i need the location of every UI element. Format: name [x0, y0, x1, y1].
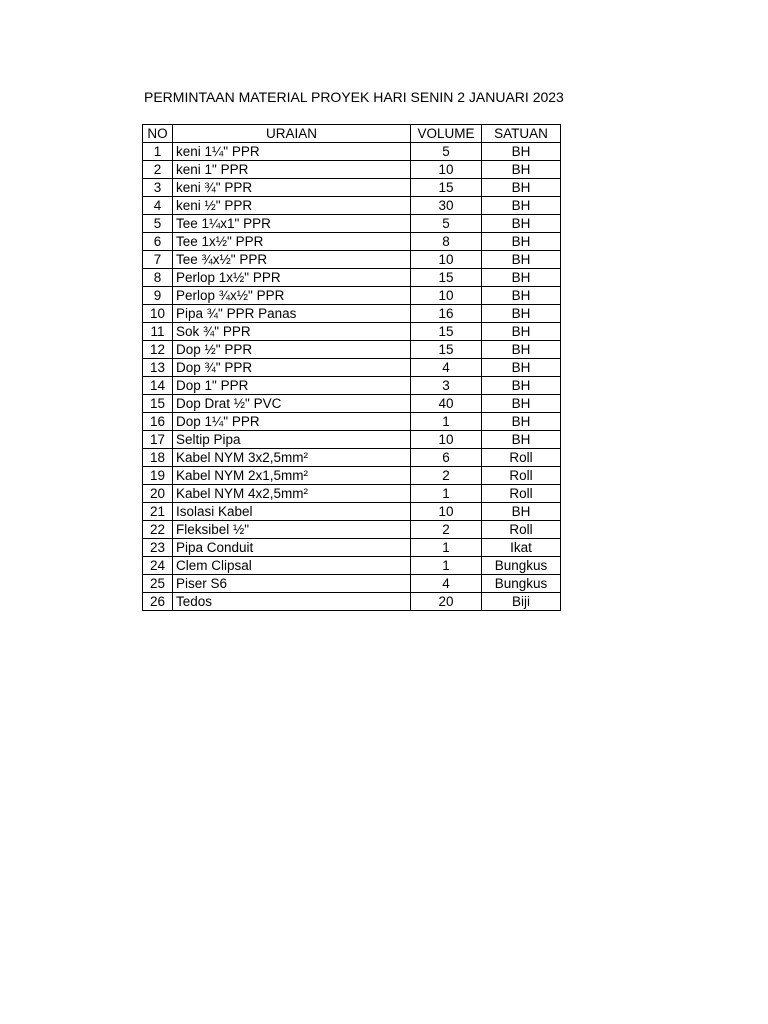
- cell-volume: 15: [411, 341, 482, 359]
- cell-volume: 1: [411, 539, 482, 557]
- table-row: [143, 341, 561, 359]
- cell-no: 1: [143, 143, 173, 161]
- cell-volume: 6: [411, 449, 482, 467]
- cell-uraian: Dop Drat ½" PVC: [173, 395, 411, 413]
- cell-uraian: Dop ½" PPR: [173, 341, 411, 359]
- cell-no: 3: [143, 179, 173, 197]
- cell-satuan: BH: [482, 413, 561, 431]
- cell-volume: 4: [411, 575, 482, 593]
- cell-volume: 20: [411, 593, 482, 611]
- cell-uraian: Tee 1¼x1" PPR: [173, 215, 411, 233]
- cell-no: 9: [143, 287, 173, 305]
- table-row: [143, 251, 561, 269]
- cell-no: 20: [143, 485, 173, 503]
- cell-uraian: keni ¾" PPR: [173, 179, 411, 197]
- cell-satuan: BH: [482, 143, 561, 161]
- table-row: [143, 287, 561, 305]
- cell-uraian: Dop 1" PPR: [173, 377, 411, 395]
- table-row: [143, 197, 561, 215]
- cell-satuan: Roll: [482, 485, 561, 503]
- cell-volume: 15: [411, 179, 482, 197]
- table-row: [143, 143, 561, 161]
- table-row: [143, 395, 561, 413]
- cell-satuan: BH: [482, 161, 561, 179]
- cell-satuan: BH: [482, 431, 561, 449]
- document-title: PERMINTAAN MATERIAL PROYEK HARI SENIN 2 JANUARI 2023: [144, 89, 564, 105]
- cell-volume: 16: [411, 305, 482, 323]
- cell-satuan: Roll: [482, 521, 561, 539]
- cell-satuan: BH: [482, 251, 561, 269]
- cell-no: 11: [143, 323, 173, 341]
- cell-volume: 10: [411, 251, 482, 269]
- table-row: [143, 431, 561, 449]
- cell-volume: 10: [411, 503, 482, 521]
- cell-no: 15: [143, 395, 173, 413]
- cell-no: 8: [143, 269, 173, 287]
- cell-volume: 15: [411, 269, 482, 287]
- table-row: [143, 359, 561, 377]
- table-row: [143, 233, 561, 251]
- table-row: [143, 539, 561, 557]
- cell-no: 16: [143, 413, 173, 431]
- cell-no: 17: [143, 431, 173, 449]
- cell-uraian: Kabel NYM 2x1,5mm²: [173, 467, 411, 485]
- cell-volume: 5: [411, 143, 482, 161]
- cell-uraian: Tedos: [173, 593, 411, 611]
- cell-satuan: BH: [482, 503, 561, 521]
- table-row: [143, 503, 561, 521]
- cell-no: 4: [143, 197, 173, 215]
- table-row: [143, 557, 561, 575]
- cell-no: 23: [143, 539, 173, 557]
- table-row: [143, 449, 561, 467]
- cell-uraian: Dop 1¼" PPR: [173, 413, 411, 431]
- cell-volume: 5: [411, 215, 482, 233]
- cell-no: 7: [143, 251, 173, 269]
- cell-no: 25: [143, 575, 173, 593]
- cell-uraian: Sok ¾" PPR: [173, 323, 411, 341]
- cell-no: 18: [143, 449, 173, 467]
- cell-satuan: BH: [482, 215, 561, 233]
- cell-uraian: Kabel NYM 3x2,5mm²: [173, 449, 411, 467]
- table-row: [143, 593, 561, 611]
- cell-satuan: BH: [482, 179, 561, 197]
- cell-volume: 15: [411, 323, 482, 341]
- table-body: [143, 143, 561, 611]
- cell-uraian: Fleksibel ½": [173, 521, 411, 539]
- cell-satuan: Biji: [482, 593, 561, 611]
- cell-satuan: BH: [482, 287, 561, 305]
- cell-no: 13: [143, 359, 173, 377]
- cell-volume: 2: [411, 467, 482, 485]
- cell-volume: 2: [411, 521, 482, 539]
- cell-satuan: BH: [482, 359, 561, 377]
- cell-satuan: BH: [482, 233, 561, 251]
- header-satuan: SATUAN: [482, 125, 561, 143]
- cell-uraian: Tee 1x½" PPR: [173, 233, 411, 251]
- cell-no: 14: [143, 377, 173, 395]
- cell-no: 10: [143, 305, 173, 323]
- table-row: [143, 377, 561, 395]
- cell-uraian: Kabel NYM 4x2,5mm²: [173, 485, 411, 503]
- cell-uraian: keni ½" PPR: [173, 197, 411, 215]
- cell-uraian: Seltip Pipa: [173, 431, 411, 449]
- cell-satuan: Roll: [482, 467, 561, 485]
- cell-uraian: Clem Clipsal: [173, 557, 411, 575]
- cell-satuan: BH: [482, 197, 561, 215]
- cell-volume: 1: [411, 485, 482, 503]
- table-header-row: [143, 125, 561, 143]
- table-row: [143, 305, 561, 323]
- cell-no: 2: [143, 161, 173, 179]
- cell-uraian: keni 1¼" PPR: [173, 143, 411, 161]
- material-table: [142, 124, 561, 611]
- cell-volume: 10: [411, 431, 482, 449]
- cell-uraian: Pipa Conduit: [173, 539, 411, 557]
- cell-satuan: BH: [482, 341, 561, 359]
- cell-no: 22: [143, 521, 173, 539]
- table-row: [143, 179, 561, 197]
- cell-uraian: keni 1" PPR: [173, 161, 411, 179]
- header-volume: VOLUME: [411, 125, 482, 143]
- cell-uraian: Perlop ¾x½" PPR: [173, 287, 411, 305]
- cell-no: 21: [143, 503, 173, 521]
- cell-satuan: Ikat: [482, 539, 561, 557]
- table-row: [143, 521, 561, 539]
- cell-satuan: BH: [482, 305, 561, 323]
- cell-volume: 1: [411, 413, 482, 431]
- table-row: [143, 161, 561, 179]
- cell-volume: 4: [411, 359, 482, 377]
- cell-uraian: Dop ¾" PPR: [173, 359, 411, 377]
- table-row: [143, 467, 561, 485]
- cell-volume: 40: [411, 395, 482, 413]
- table-row: [143, 485, 561, 503]
- cell-no: 12: [143, 341, 173, 359]
- cell-satuan: BH: [482, 323, 561, 341]
- cell-uraian: Isolasi Kabel: [173, 503, 411, 521]
- cell-volume: 1: [411, 557, 482, 575]
- cell-no: 5: [143, 215, 173, 233]
- cell-uraian: Pipa ¾" PPR Panas: [173, 305, 411, 323]
- table-row: [143, 215, 561, 233]
- table-row: [143, 269, 561, 287]
- cell-volume: 10: [411, 287, 482, 305]
- cell-no: 19: [143, 467, 173, 485]
- table-row: [143, 575, 561, 593]
- header-no: NO: [143, 125, 173, 143]
- cell-satuan: BH: [482, 269, 561, 287]
- table-row: [143, 323, 561, 341]
- cell-no: 26: [143, 593, 173, 611]
- table-row: [143, 413, 561, 431]
- cell-satuan: Bungkus: [482, 557, 561, 575]
- cell-satuan: Bungkus: [482, 575, 561, 593]
- cell-satuan: Roll: [482, 449, 561, 467]
- cell-volume: 3: [411, 377, 482, 395]
- cell-volume: 10: [411, 161, 482, 179]
- cell-no: 24: [143, 557, 173, 575]
- cell-volume: 30: [411, 197, 482, 215]
- cell-uraian: Perlop 1x½" PPR: [173, 269, 411, 287]
- cell-volume: 8: [411, 233, 482, 251]
- cell-uraian: Tee ¾x½" PPR: [173, 251, 411, 269]
- cell-uraian: Piser S6: [173, 575, 411, 593]
- cell-no: 6: [143, 233, 173, 251]
- cell-satuan: BH: [482, 377, 561, 395]
- cell-satuan: BH: [482, 395, 561, 413]
- header-uraian: URAIAN: [173, 125, 411, 143]
